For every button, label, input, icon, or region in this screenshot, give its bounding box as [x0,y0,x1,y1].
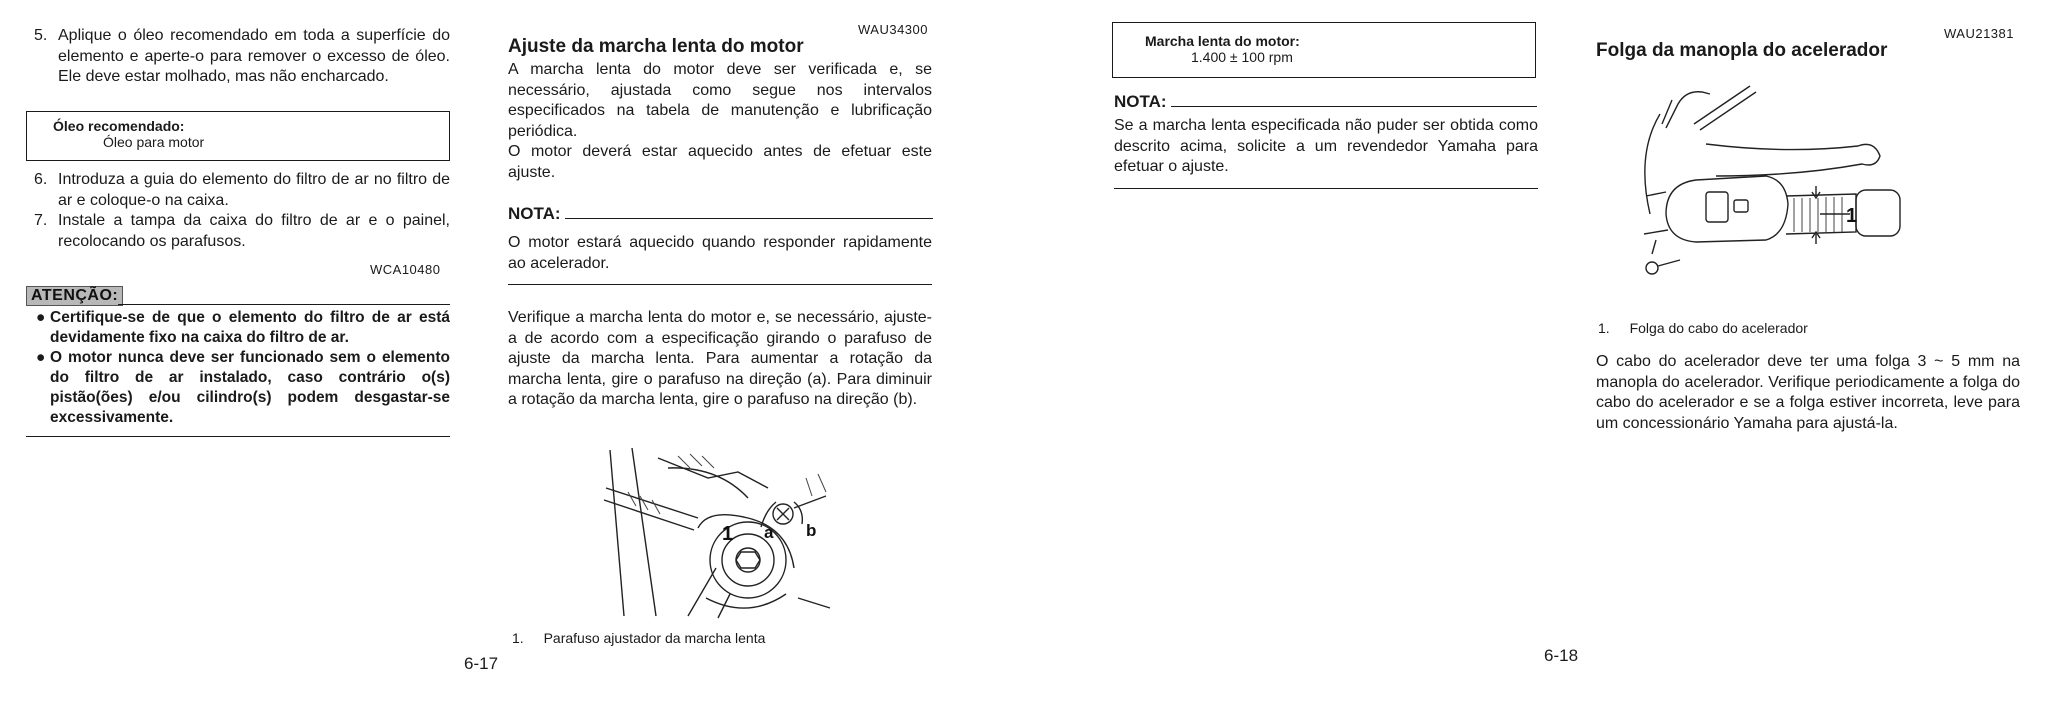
caution-list [34,308,450,428]
section-heading: Ajuste da marcha lenta do motor [508,36,804,57]
nota-rule [565,217,933,219]
figure-label-a: a [764,523,774,542]
oil-box-title: Óleo recomendado: [53,118,185,134]
bullet-icon: ● [36,349,46,366]
nota-label: NOTA: [508,204,561,223]
nota-text: O motor estará aquecido quando responder rapidamente ao acelerador. [508,234,932,272]
oil-box-value: Óleo para motor [103,134,205,150]
step-text: Introduza a guia do elemento do filtro de ar no filtro de ar e coloque-o na caixa. [58,171,450,209]
section-heading: Folga da manopla do acelerador [1596,40,1888,61]
engine-drawing [604,448,830,618]
paragraph: A marcha lenta do motor deve ser verificada e, se necessário, ajustada como segue nos intervalos especificados na tabela de manutenção e lubrificação periódica. [508,61,932,140]
throttle-grip-figure [1626,84,1976,294]
idle-box-title: Marcha lenta do motor: [1145,33,1300,49]
nota-end-rule [1114,188,1538,189]
figure-label-1: 1 [1846,205,1858,227]
idle-box-value: 1.400 ± 100 rpm [1191,49,1293,65]
page-number: 6-17 [464,654,499,673]
caption-text: Folga do cabo do acelerador [1629,320,1808,336]
figure-caption [1598,320,1808,336]
paragraph: Verifique a marcha lenta do motor e, se necessário, ajuste-a de acordo com a especificação girando o parafuso de ajuste da marcha lenta. Para aumentar a rotação da marcha lenta, gire o parafuso na direção (a). Para diminuir a rotação da marcha lenta, gire o parafuso na direção (b). [508,309,932,408]
caution-header [26,286,450,306]
caution-header-rule [118,304,450,305]
section-code: WAU21381 [1944,26,2014,41]
nota-end-rule [508,284,932,285]
figure-caption [512,630,765,646]
caution-text: O motor nunca deve ser funcionado sem o elemento do filtro de ar instalado, caso contrário o(s) pistão(ões) e/ou cilindro(s) podem desgastar-se excessivamente. [50,349,450,426]
caution-code: WCA10480 [370,262,441,277]
figure-label-b: b [806,521,817,540]
idle-speed-box [1112,22,1536,78]
caution-label: ATENÇÃO: [26,286,123,306]
list-item [30,170,450,211]
paragraph: O motor deverá estar aquecido antes de efetuar este ajuste. [508,143,932,181]
step-number: 7. [34,212,48,229]
step-text: Instale a tampa da caixa do filtro de ar e o painel, recolocando os parafusos. [58,212,450,250]
recommended-oil-box [26,111,450,161]
page-number: 6-18 [1544,646,1579,665]
caption-number: 1. [1598,320,1610,336]
nota-header [508,204,932,224]
step-text: Aplique o óleo recomendado em toda a superfície do elemento e aperte-o para remover o excesso de óleo. Ele deve estar molhado, mas não encharcado. [58,27,450,85]
paragraph: O cabo do acelerador deve ter uma folga 3 ~ 5 mm na manopla do acelerador. Verifique periodicamente a folga do cabo do acelerador e se a folga estiver incorreta, leve para um concessionário Yamaha para ajustá-la. [1596,353,2020,432]
nota-header [1114,92,1538,112]
list-item [30,26,450,88]
idle-screw-figure [598,448,838,622]
nota-label: NOTA: [1114,92,1167,111]
list-item [34,348,450,428]
list-item [30,211,450,252]
section-code: WAU34300 [858,22,928,37]
step-number: 6. [34,171,48,188]
step-number: 5. [34,27,48,44]
figure-label-1: 1 [722,523,734,545]
steps-list-2 [30,170,450,252]
caption-number: 1. [512,630,524,646]
handlebar-drawing [1644,86,1900,274]
caution-end-rule [26,436,450,437]
bullet-icon: ● [36,309,46,326]
nota-rule [1171,105,1537,107]
caution-text: Certifique-se de que o elemento do filtro de ar está devidamente fixo na caixa do filtro de ar. [50,309,450,346]
steps-list-1 [30,26,450,88]
list-item [34,308,450,348]
nota-text: Se a marcha lenta especificada não puder ser obtida como descrito acima, solicite a um revendedor Yamaha para efetuar o ajuste. [1114,117,1538,175]
caption-text: Parafuso ajustador da marcha lenta [543,630,766,646]
